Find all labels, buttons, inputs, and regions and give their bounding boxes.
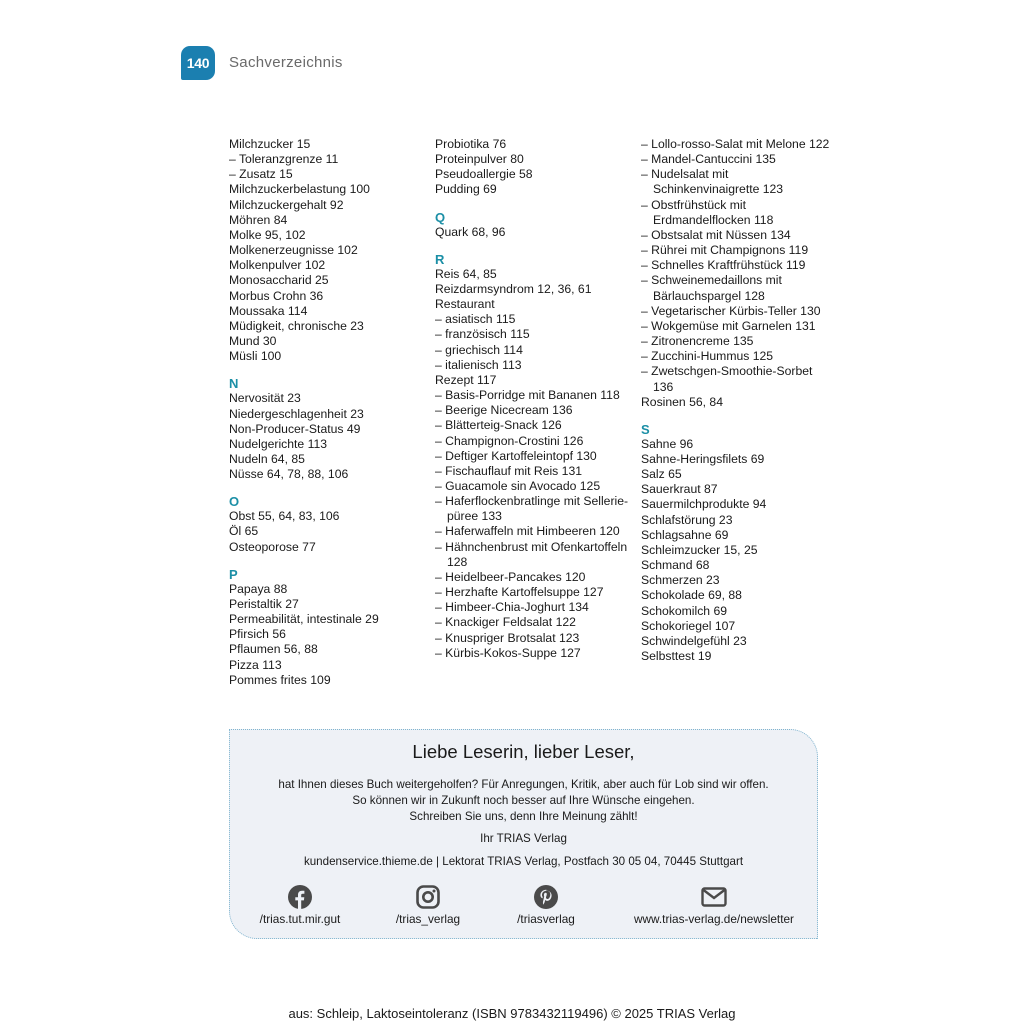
feedback-contact[interactable]: kundenservice.thieme.de | Lektorat TRIAS Verlag, Postfach 30 05 04, 70445 Stuttgart [303,855,744,868]
index-entry: Schlafstörung 23 [641,512,733,527]
index-subentry: – Heidelbeer-Pancakes 120 [435,569,586,584]
index-entry: Papaya 88 [229,581,288,596]
index-entry: Molkenpulver 102 [229,258,326,273]
index-subentry: – asiatisch 115 [435,312,516,327]
index-subentry: – Himbeer-Chia-Joghurt 134 [435,600,589,615]
index-subentry: – Schweinemedaillons mit Bärlauchspargel 128 [641,273,782,303]
index-entry: Osteoporose 77 [229,539,316,554]
index-column-3 [641,137,831,664]
index-entry: Sauerkraut 87 [641,482,718,497]
index-subentry: – Zitronencreme 135 [641,334,754,349]
index-entry: Proteinpulver 80 [435,152,524,167]
index-entry: Milchzucker 15 [229,137,311,151]
index-entry: Permeabilität, intestinale 29 [229,612,379,627]
index-subentry: – Schnelles Kraftfrühstück 119 [641,258,806,273]
index-entry: Salz 65 [641,467,682,482]
index-entry: Pflaumen 56, 88 [229,642,318,657]
index-entry: Monosaccharid 25 [229,273,329,288]
index-entry: Schwindelgefühl 23 [641,633,747,648]
newsletter-link[interactable] [622,885,806,926]
index-entry: Nudelgerichte 113 [229,436,328,451]
index-subentry: – Knuspriger Brotsalat 123 [435,630,580,645]
index-entry: Schmerzen 23 [641,573,720,588]
index-entry: Pudding 69 [435,182,497,197]
index-subentry: – Kürbis-Kokos-Suppe 127 [435,645,581,660]
index-entry: Schleimzucker 15, 25 [641,542,758,557]
index-subentry: – Nudelsalat mit Schinkenvinaigrette 123 [641,167,784,197]
index-column-2 [435,137,635,661]
index-entry: Milchzuckergehalt 92 [229,197,344,212]
index-subentry: – Haferflockenbratlinge mit Selleriepüree 133 [435,494,629,524]
index-entry: Pseudoallergie 58 [435,167,533,182]
index-subentry: – Rührei mit Champignons 119 [641,243,809,258]
social-handle: www.trias-verlag.de/newsletter [634,912,794,926]
source-footer: aus: Schleip, Laktoseintoleranz (ISBN 9783432119496) © 2025 TRIAS Verlag [288,1006,736,1021]
social-handle: /trias_verlag [395,912,461,926]
index-entry: Obst 55, 64, 83, 106 [229,509,340,524]
index-subentry: – französisch 115 [435,327,530,342]
index-subentry: – Obstsalat mit Nüssen 134 [641,227,791,242]
index-subentry: – Zucchini-Hummus 125 [641,349,774,364]
index-entry: Schmand 68 [641,558,710,573]
index-entry: Reizdarmsyndrom 12, 36, 61 [435,281,592,296]
social-facebook-link[interactable] [250,885,350,926]
feedback-line: So können wir in Zukunft noch besser auf Ihre Wünsche eingehen. [352,793,695,807]
pinterest-icon [534,885,558,909]
index-entry: Morbus Crohn 36 [229,288,324,303]
index-letter-heading: N [229,376,239,392]
index-subentry: – Obstfrühstück mit Erdmandelflocken 118 [641,197,774,227]
feedback-text [230,777,817,824]
feedback-line: hat Ihnen dieses Buch weitergeholfen? Für Anregungen, Kritik, aber auch für Lob sind wir offen. [278,778,769,791]
index-subentry: – Knackiger Feldsalat 122 [435,615,576,630]
index-letter-heading: P [229,566,238,582]
facebook-icon [288,885,312,909]
index-subentry: – Toleranzgrenze 11 [229,152,339,167]
feedback-signature: Ihr TRIAS Verlag [480,832,567,845]
index-letter-heading: O [229,494,240,510]
index-column-1 [229,137,429,688]
index-subentry: – Basis-Porridge mit Bananen 118 [435,388,620,403]
social-pinterest-link[interactable] [496,885,596,926]
index-subentry: – Hähnchenbrust mit Ofenkartoffeln 128 [435,539,628,569]
index-subentry: – Mandel-Cantuccini 135 [641,152,776,167]
index-letter-heading: S [641,421,650,437]
social-instagram-link[interactable] [378,885,478,926]
index-entry: Restaurant [435,297,495,312]
index-entry: Schokoriegel 107 [641,618,736,633]
index-entry: Probiotika 76 [435,137,507,151]
index-subentry: – Lollo-rosso-Salat mit Melone 122 [641,137,830,151]
index-entry: Moussaka 114 [229,303,308,318]
index-subentry: – Haferwaffeln mit Himbeeren 120 [435,524,620,539]
index-entry: Molkenerzeugnisse 102 [229,243,358,258]
index-entry: Selbsttest 19 [641,649,712,663]
index-entry: Pfirsich 56 [229,627,286,642]
index-subentry: – Zusatz 15 [229,167,293,182]
index-entry: Rosinen 56, 84 [641,394,723,409]
feedback-line: Schreiben Sie uns, denn Ihre Meinung zählt! [409,809,638,823]
feedback-box [229,729,818,939]
index-entry: Nervosität 23 [229,391,301,406]
feedback-title: Liebe Leserin, lieber Leser, [412,741,635,762]
index-subentry: – griechisch 114 [435,342,523,357]
index-entry: Schlagsahne 69 [641,527,729,542]
index-entry: Nudeln 64, 85 [229,451,305,466]
index-entry: Peristaltik 27 [229,596,299,611]
running-head: Sachverzeichnis [229,54,343,71]
index-subentry: – Zwetschgen-Smoothie-Sorbet 136 [641,364,813,394]
index-entry: Quark 68, 96 [435,224,506,239]
index-subentry: – Guacamole sin Avocado 125 [435,478,601,493]
index-subentry: – Blätterteig-Snack 126 [435,418,562,433]
social-handle: /trias.tut.mir.gut [259,912,341,926]
mail-icon [701,885,727,909]
index-entry: Milchzuckerbelastung 100 [229,182,370,197]
index-subentry: – italienisch 113 [435,357,522,372]
index-entry: Schokolade 69, 88 [641,588,742,603]
index-entry: Sauermilchprodukte 94 [641,497,767,512]
index-letter-heading: Q [435,209,446,225]
social-handle: /triasverlag [517,912,575,926]
page-number-badge: 140 [181,46,215,80]
index-entry: Müdigkeit, chronische 23 [229,318,364,333]
index-entry: Öl 65 [229,524,259,539]
index-entry: Pommes frites 109 [229,672,331,687]
index-entry: Müsli 100 [229,349,282,364]
index-entry: Schokomilch 69 [641,603,728,618]
index-entry: Niedergeschlagenheit 23 [229,406,364,421]
index-subentry: – Herzhafte Kartoffelsuppe 127 [435,585,604,600]
index-entry: Mund 30 [229,334,277,349]
index-entry: Non-Producer-Status 49 [229,421,361,436]
index-subentry: – Champignon-Crostini 126 [435,433,584,448]
index-entry: Sahne-Heringsfilets 69 [641,451,765,466]
index-entry: Möhren 84 [229,212,288,227]
index-entry: Pizza 113 [229,657,282,672]
index-entry: Nüsse 64, 78, 88, 106 [229,467,349,482]
index-subentry: – Vegetarischer Kürbis-Teller 130 [641,303,821,318]
index-subentry: – Deftiger Kartoffeleintopf 130 [435,448,597,463]
index-entry: Sahne 96 [641,436,694,451]
index-entry: Molke 95, 102 [229,227,306,242]
index-subentry: – Beerige Nicecream 136 [435,403,573,418]
index-letter-heading: R [435,251,445,267]
index-entry: Rezept 117 [435,372,497,387]
index-subentry: – Wokgemüse mit Garnelen 131 [641,318,816,333]
instagram-icon [416,885,440,909]
index-subentry: – Fischauflauf mit Reis 131 [435,463,582,478]
index-entry: Reis 64, 85 [435,266,497,281]
